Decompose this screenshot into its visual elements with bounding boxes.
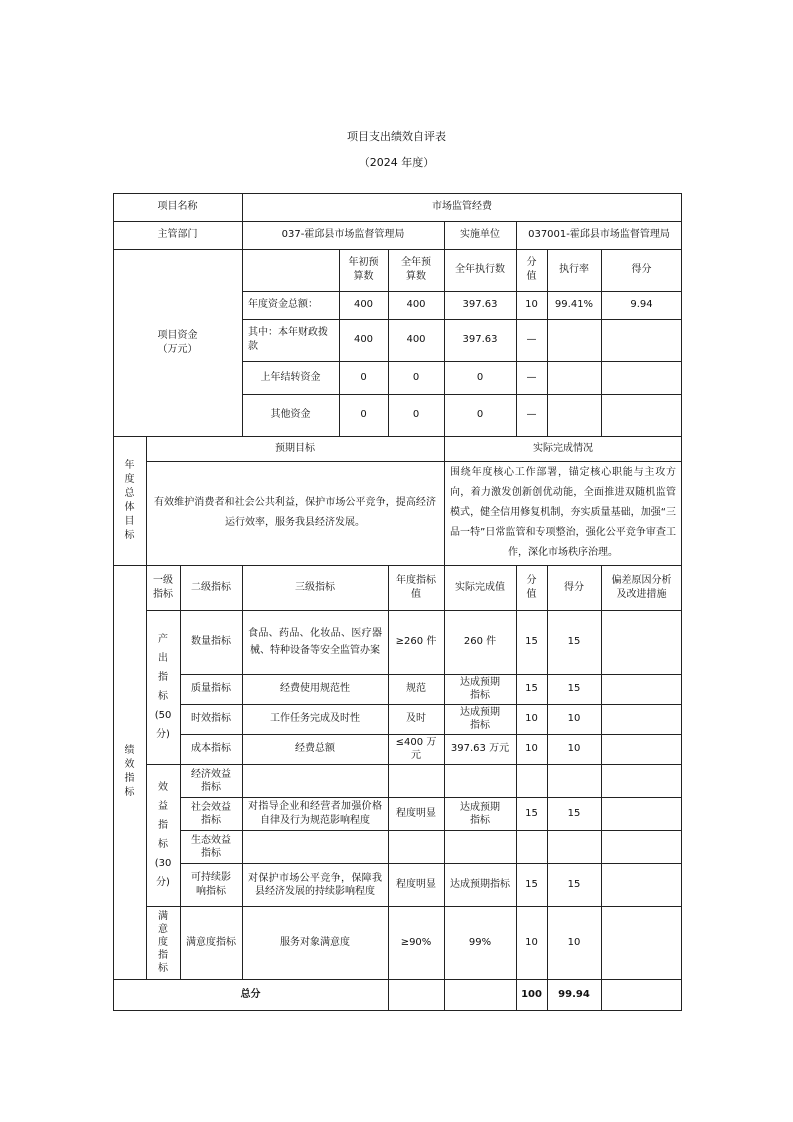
funds-row-full: 0 <box>412 409 420 420</box>
perf-row-l3: 经费使用规范性 <box>280 683 350 694</box>
header-full-exec: 全年执行数 <box>455 264 505 275</box>
perf-row-l3 <box>242 764 388 797</box>
group-satisfaction: 满意度指标 <box>158 911 168 974</box>
funds-row-points: — <box>526 409 537 420</box>
funds-row-exec: 0 <box>476 371 484 383</box>
group-output: 产出指标(50分) <box>154 634 172 740</box>
perf-row-target: ≥90% <box>400 936 432 948</box>
header-level1: 一级指标 <box>153 574 173 600</box>
perf-row-l3: 对保护市场公平竞争，保障我县经济发展的持续影响程度 <box>248 872 382 897</box>
funds-row-score <box>601 319 682 361</box>
perf-row-l2: 社会效益指标 <box>191 801 231 826</box>
perf-row-l3: 食品、药品、化妆品、医疗器械、特种设备等安全监管办案 <box>248 628 382 656</box>
perf-row-l2: 时效指标 <box>191 713 231 724</box>
funds-row-full: 0 <box>412 371 420 383</box>
header-initial-budget: 年初预算数 <box>348 257 379 282</box>
perf-row-l3: 经费总额 <box>295 743 335 754</box>
funds-row-score: 9.94 <box>630 299 653 310</box>
perf-row-score: 15 <box>567 683 581 694</box>
impl-label: 实施单位 <box>460 229 500 240</box>
actual-goal-text: 围绕年度核心工作部署，锚定核心职能与主攻方向，着力激发创新创优动能，全面推进双随机监管模式，健全信用修复机制，夯实质量基础，加强“三品一特”日常监管和专项整治，强化公平竞争审查工作，深化市场秩序治理。 <box>450 467 676 558</box>
page-year: （2024 年度） <box>358 156 435 169</box>
perf-row-remark <box>601 704 682 734</box>
perf-row-l2: 生态效益指标 <box>191 834 231 859</box>
project-name-value: 市场监管经费 <box>432 201 492 212</box>
perf-row-target: ≤400 万元 <box>395 737 437 761</box>
expected-goal-text: 有效维护消费者和社会公共利益，保护市场公平竞争，提高经济运行效率，服务我县经济发展。 <box>154 497 436 528</box>
perf-row-points <box>516 764 547 797</box>
perf-row-score: 10 <box>567 936 581 948</box>
perf-row-points: 15 <box>525 683 538 694</box>
perf-row-l2: 经济效益指标 <box>191 768 231 793</box>
funds-row-name: 其他资金 <box>270 409 311 420</box>
perf-row-score: 15 <box>567 807 581 819</box>
perf-row-l2: 满意度指标 <box>186 936 236 948</box>
funds-row-initial: 400 <box>353 334 374 345</box>
perf-row-l3: 服务对象满意度 <box>280 936 350 948</box>
funds-row-score <box>601 394 682 436</box>
goals-label: 年度总体目标 <box>124 459 135 541</box>
funds-row-rate <box>547 319 601 361</box>
actual-goal-label: 实际完成情况 <box>533 442 593 454</box>
perf-row-actual: 260 件 <box>463 636 497 647</box>
funds-row-points: — <box>526 371 537 383</box>
perf-row-actual: 99% <box>468 936 492 948</box>
perf-row-l3: 工作任务完成及时性 <box>270 713 360 724</box>
perf-row-score <box>547 830 601 863</box>
dept-value: 037-霍邱县市场监督管理局 <box>281 229 405 240</box>
header-remark: 偏差原因分析及改进措施 <box>611 574 672 600</box>
perf-row-remark <box>601 764 682 797</box>
perf-row-l3: 对指导企业和经营者加强价格自律及行为规范影响程度 <box>248 800 382 826</box>
header-points: 分值 <box>526 574 537 600</box>
funds-row-exec: 0 <box>476 409 484 420</box>
perf-row-remark <box>601 674 682 704</box>
total-label: 总分 <box>240 989 261 1000</box>
perf-row-target <box>388 764 444 797</box>
impl-value: 037001-霍邱县市场监督管理局 <box>528 229 670 240</box>
perf-row-points: 10 <box>525 713 538 724</box>
perf-row-points: 10 <box>525 743 538 754</box>
group-benefit: 效益指标(30分) <box>154 782 172 888</box>
funds-row-exec: 397.63 <box>462 299 498 310</box>
perf-row-target: 规范 <box>406 683 426 694</box>
perf-row-actual: 达成预期指标 <box>450 878 510 890</box>
perf-row-l2: 质量指标 <box>191 683 231 694</box>
total-score: 99.94 <box>558 989 590 1000</box>
total-points: 100 <box>521 989 542 1000</box>
perf-row-l3 <box>242 830 388 863</box>
perf-row-points: 15 <box>525 636 538 647</box>
funds-row-name: 上年结转资金 <box>260 371 321 383</box>
perf-row-score <box>547 764 601 797</box>
perf-row-points <box>516 830 547 863</box>
funds-row-full: 400 <box>406 334 426 345</box>
perf-row-remark <box>601 610 682 674</box>
funds-row-name: 其中：本年财政拨款 <box>248 327 328 352</box>
funds-row-rate <box>547 361 601 394</box>
funds-row-points: — <box>526 334 537 345</box>
header-score-points: 分值 <box>526 257 537 282</box>
perf-row-score: 10 <box>567 743 581 754</box>
perf-row-remark <box>601 734 682 764</box>
dept-label: 主管部门 <box>157 229 198 240</box>
funds-row-score <box>601 361 682 394</box>
perf-row-score: 15 <box>567 878 581 890</box>
perf-row-actual <box>444 764 516 797</box>
perf-row-actual: 397.63 万元 <box>450 743 510 754</box>
project-name-label: 项目名称 <box>157 201 198 212</box>
header-score: 得分 <box>631 264 652 275</box>
perf-row-actual: 达成预期指标 <box>460 801 500 826</box>
funds-row-rate: 99.41% <box>554 299 594 310</box>
perf-row-actual: 达成预期指标 <box>460 677 500 701</box>
perf-row-points: 15 <box>525 878 538 890</box>
header-level2: 二级指标 <box>191 581 231 593</box>
funds-row-initial: 400 <box>353 299 374 310</box>
perf-row-l2: 成本指标 <box>191 743 231 754</box>
perf-row-actual <box>444 830 516 863</box>
perf-row-points: 15 <box>525 807 538 819</box>
perf-row-score: 10 <box>567 713 581 724</box>
funds-row-points: 10 <box>525 299 538 310</box>
funds-row-initial: 0 <box>360 371 367 383</box>
perf-row-target: 程度明显 <box>396 807 436 819</box>
perf-row-score: 15 <box>567 636 581 647</box>
perf-row-remark <box>601 830 682 863</box>
funds-row-rate <box>547 394 601 436</box>
perf-row-remark <box>601 863 682 906</box>
header-full-budget: 全年预算数 <box>401 257 431 282</box>
perf-row-remark <box>601 906 682 979</box>
header-target: 年度指标值 <box>396 574 436 600</box>
perf-label: 绩效指标 <box>124 745 135 798</box>
expected-goal-label: 预期目标 <box>275 442 315 454</box>
perf-row-actual: 达成预期指标 <box>460 707 500 731</box>
funds-label: 项目资金（万元） <box>157 329 198 355</box>
header-actual: 实际完成值 <box>455 581 505 593</box>
perf-row-target: ≥260 件 <box>395 636 437 647</box>
perf-row-l2: 可持续影响指标 <box>191 871 231 897</box>
header-level3: 三级指标 <box>295 581 335 593</box>
perf-row-target: 程度明显 <box>396 878 436 890</box>
perf-row-points: 10 <box>525 936 538 948</box>
perf-row-remark <box>601 797 682 830</box>
funds-row-initial: 0 <box>360 409 367 420</box>
funds-row-full: 400 <box>406 299 426 310</box>
perf-row-target: 及时 <box>406 713 426 724</box>
header-exec-rate: 执行率 <box>559 264 589 275</box>
page-title: 项目支出绩效自评表 <box>347 130 446 143</box>
perf-row-l2: 数量指标 <box>191 636 231 647</box>
header-score: 得分 <box>564 581 584 593</box>
perf-row-target <box>388 830 444 863</box>
funds-row-name: 年度资金总额： <box>248 299 318 310</box>
funds-row-exec: 397.63 <box>462 334 498 345</box>
